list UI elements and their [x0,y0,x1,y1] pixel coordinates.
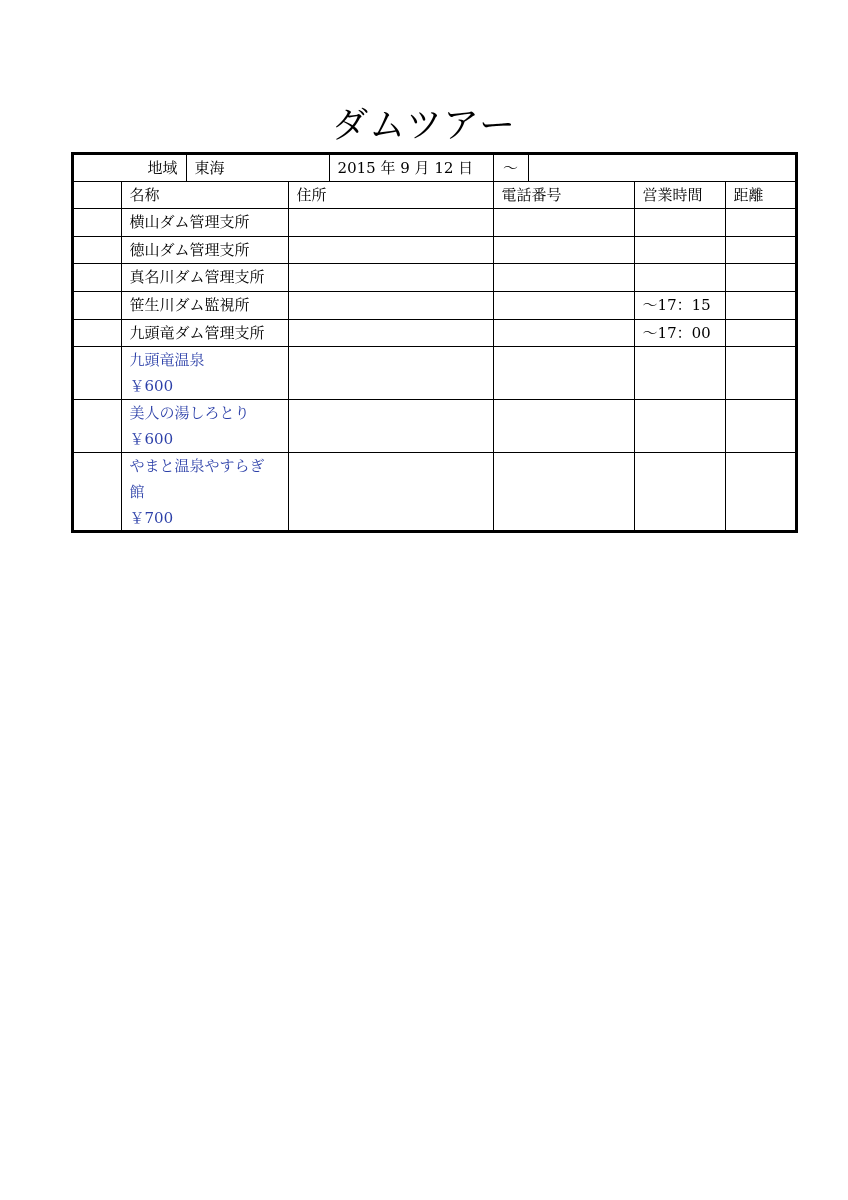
facility-name: 館 [129,483,145,501]
distance-cell [725,264,795,292]
row-index-cell [74,209,121,237]
phone-cell [493,292,634,320]
admission-fee: ￥600 [129,430,174,448]
facility-name: やまと温泉やすらぎ [129,457,265,475]
facility-name: 徳山ダム管理支所 [129,241,250,259]
row-index-cell [74,264,121,292]
row-index-cell [74,347,121,400]
column-header-address: 住所 [288,182,493,209]
hours-cell: 〜17：00 [634,320,725,347]
facility-name-cell [121,320,288,347]
facility-name-cell [121,237,288,264]
facility-name: 笹生川ダム監視所 [129,296,250,314]
phone-cell [493,264,634,292]
facility-name-cell [121,292,288,320]
address-cell [288,320,493,347]
address-cell [288,209,493,237]
distance-cell [725,400,795,453]
dam-tour-table-frame [71,152,798,533]
hours-cell [634,453,725,533]
phone-cell [493,320,634,347]
column-header-row [74,182,795,209]
address-cell [288,264,493,292]
row-index-cell [74,400,121,453]
meta-row [74,155,795,182]
row-index-cell [74,320,121,347]
column-header-phone: 電話番号 [493,182,634,209]
phone-cell [493,400,634,453]
table-row [74,320,795,347]
end-date-cell [528,155,795,182]
address-cell [288,453,493,533]
column-header-hours: 営業時間 [634,182,725,209]
row-index-cell [74,292,121,320]
row-index-cell [74,237,121,264]
phone-cell [493,453,634,533]
address-cell [288,292,493,320]
table-row [74,209,795,237]
address-cell [288,237,493,264]
facility-name: 美人の湯しろとり [129,404,250,422]
phone-cell [493,209,634,237]
hours-cell: 〜17：15 [634,292,725,320]
address-cell [288,400,493,453]
address-cell [288,347,493,400]
table-row [74,237,795,264]
table-row [74,347,795,400]
row-index-cell [74,453,121,533]
distance-cell [725,320,795,347]
table-row [74,264,795,292]
distance-cell [725,347,795,400]
document-title: ダムツアー [332,105,516,146]
region-value: 東海 [186,155,329,182]
distance-cell [725,209,795,237]
column-header-distance: 距離 [725,182,795,209]
distance-cell [725,453,795,533]
table-row [74,292,795,320]
distance-cell [725,292,795,320]
phone-cell [493,237,634,264]
facility-name: 九頭竜ダム管理支所 [129,324,265,342]
table-row [74,453,795,533]
facility-name-cell [121,209,288,237]
date-cell: 2015 年 9 月 12 日 [329,155,493,182]
column-header-name: 名称 [121,182,288,209]
index-header [74,182,121,209]
range-symbol: 〜 [493,155,528,182]
distance-cell [725,237,795,264]
region-label: 地域 [74,155,186,182]
hours-cell [634,347,725,400]
dam-tour-table [74,155,795,532]
facility-name-cell [121,453,288,533]
table-row [74,400,795,453]
facility-name-cell [121,400,288,453]
facility-name: 九頭竜温泉 [129,351,205,369]
hours-cell [634,400,725,453]
admission-fee: ￥700 [129,509,174,527]
facility-name: 真名川ダム管理支所 [129,268,265,286]
hours-cell [634,264,725,292]
hours-cell [634,209,725,237]
facility-name-cell [121,264,288,292]
hours-cell [634,237,725,264]
facility-name: 横山ダム管理支所 [129,213,250,231]
admission-fee: ￥600 [129,377,174,395]
phone-cell [493,347,634,400]
facility-name-cell [121,347,288,400]
